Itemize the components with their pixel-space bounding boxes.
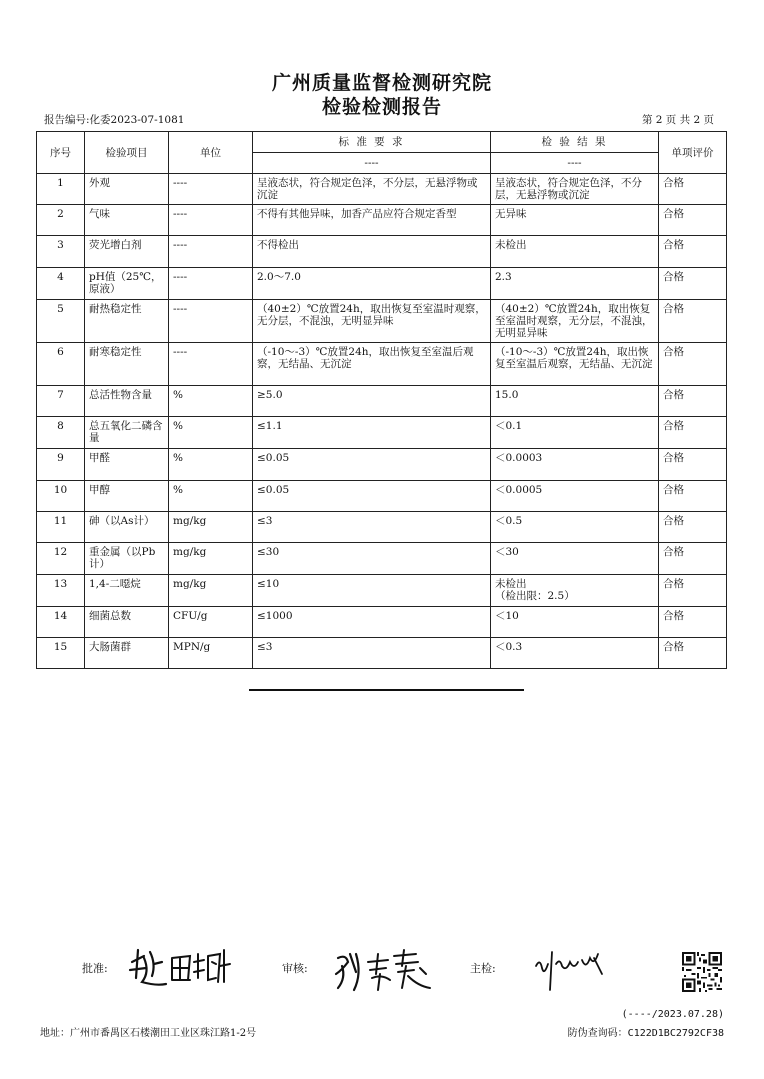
table-row <box>37 386 727 417</box>
row-unit: % <box>169 417 253 449</box>
row-result: 2.3 <box>491 268 659 300</box>
row-standard: 2.0～7.0 <box>253 268 491 300</box>
row-item: 荧光增白剂 <box>85 236 169 268</box>
review-label: 审核: <box>282 962 308 975</box>
row-standard: 不得检出 <box>253 236 491 268</box>
address: 地址：广州市番禺区石楼潮田工业区珠江路1-2号 <box>40 1028 257 1039</box>
row-unit: mg/kg <box>169 575 253 607</box>
row-number: 11 <box>37 512 85 543</box>
row-result: 未检出 （检出限：2.5） <box>491 575 659 607</box>
anti-fake-code: 防伪查询码：C122D1BC2792CF38 <box>567 1028 724 1039</box>
reviewer-signature <box>332 944 436 994</box>
row-item: 耐热稳定性 <box>85 300 169 343</box>
row-unit: ---- <box>169 174 253 205</box>
row-result: 未检出 <box>491 236 659 268</box>
row-evaluation: 合格 <box>659 300 727 343</box>
row-evaluation: 合格 <box>659 512 727 543</box>
row-item: 耐寒稳定性 <box>85 343 169 386</box>
row-unit: % <box>169 481 253 512</box>
table-row <box>37 543 727 575</box>
results-table <box>36 131 727 669</box>
qr-code <box>682 952 722 992</box>
row-result: ＜30 <box>491 543 659 575</box>
row-number: 13 <box>37 575 85 607</box>
row-item: 总活性物含量 <box>85 386 169 417</box>
row-item: 1,4-二噁烷 <box>85 575 169 607</box>
header-unit: 单位 <box>169 132 253 174</box>
row-standard: （40±2）℃放置24h，取出恢复至室温时观察，无分层，不混浊，无明显异味 <box>253 300 491 343</box>
row-item: 外观 <box>85 174 169 205</box>
row-number: 9 <box>37 449 85 481</box>
row-number: 15 <box>37 638 85 669</box>
row-evaluation: 合格 <box>659 268 727 300</box>
row-unit: % <box>169 386 253 417</box>
row-number: 12 <box>37 543 85 575</box>
row-evaluation: 合格 <box>659 386 727 417</box>
row-number: 4 <box>37 268 85 300</box>
approve-label: 批准: <box>82 962 108 975</box>
row-unit: ---- <box>169 268 253 300</box>
row-item: 大肠菌群 <box>85 638 169 669</box>
row-result: 呈液态状，符合规定色泽，不分层，无悬浮物或沉淀 <box>491 174 659 205</box>
row-standard: ≥5.0 <box>253 386 491 417</box>
row-unit: % <box>169 449 253 481</box>
table-row <box>37 575 727 607</box>
approver-signature <box>126 942 236 990</box>
row-item: pH值（25℃，原液） <box>85 268 169 300</box>
table-body <box>37 174 727 669</box>
row-result: ＜10 <box>491 607 659 638</box>
row-unit: ---- <box>169 300 253 343</box>
row-item: 砷（以As计） <box>85 512 169 543</box>
row-number: 6 <box>37 343 85 386</box>
report-number: 报告编号:化委2023-07-1081 <box>44 114 185 126</box>
org-title: 广州质量监督检测研究院 <box>271 72 492 94</box>
table-row <box>37 449 727 481</box>
row-standard: ≤3 <box>253 638 491 669</box>
row-item: 细菌总数 <box>85 607 169 638</box>
row-evaluation: 合格 <box>659 607 727 638</box>
row-result: （-10～-3）℃放置24h，取出恢复至室温后观察，无结晶、无沉淀 <box>491 343 659 386</box>
row-evaluation: 合格 <box>659 575 727 607</box>
row-result: ＜0.1 <box>491 417 659 449</box>
row-standard: 呈液态状，符合规定色泽，不分层，无悬浮物或沉淀 <box>253 174 491 205</box>
row-result: ＜0.3 <box>491 638 659 669</box>
row-standard: ≤30 <box>253 543 491 575</box>
row-unit: mg/kg <box>169 543 253 575</box>
row-unit: ---- <box>169 343 253 386</box>
table-row <box>37 205 727 236</box>
row-number: 5 <box>37 300 85 343</box>
row-standard: ≤10 <box>253 575 491 607</box>
row-evaluation: 合格 <box>659 449 727 481</box>
table-row <box>37 236 727 268</box>
table-row <box>37 638 727 669</box>
header-result-sub: ---- <box>491 153 659 174</box>
table-row <box>37 481 727 512</box>
row-number: 8 <box>37 417 85 449</box>
row-standard: 不得有其他异味，加香产品应符合规定香型 <box>253 205 491 236</box>
report-date: (----/2023.07.28) <box>621 1009 724 1020</box>
row-evaluation: 合格 <box>659 205 727 236</box>
table-row <box>37 300 727 343</box>
row-unit: ---- <box>169 205 253 236</box>
row-number: 1 <box>37 174 85 205</box>
table-row <box>37 343 727 386</box>
table-row <box>37 607 727 638</box>
header-standard-sub: ---- <box>253 153 491 174</box>
row-unit: mg/kg <box>169 512 253 543</box>
row-result: 无异味 <box>491 205 659 236</box>
row-item: 重金属（以Pb计） <box>85 543 169 575</box>
row-result: ＜0.0003 <box>491 449 659 481</box>
row-item: 气味 <box>85 205 169 236</box>
row-number: 7 <box>37 386 85 417</box>
row-standard: ≤0.05 <box>253 449 491 481</box>
row-result: ＜0.5 <box>491 512 659 543</box>
row-item: 甲醇 <box>85 481 169 512</box>
row-evaluation: 合格 <box>659 343 727 386</box>
row-evaluation: 合格 <box>659 236 727 268</box>
row-result: ＜0.0005 <box>491 481 659 512</box>
row-evaluation: 合格 <box>659 174 727 205</box>
row-evaluation: 合格 <box>659 543 727 575</box>
row-unit: CFU/g <box>169 607 253 638</box>
table-row <box>37 417 727 449</box>
report-title: 检验检测报告 <box>321 96 442 118</box>
row-item: 总五氧化二磷含量 <box>85 417 169 449</box>
row-result: 15.0 <box>491 386 659 417</box>
row-evaluation: 合格 <box>659 417 727 449</box>
page-info: 第 2 页 共 2 页 <box>641 114 714 126</box>
row-number: 14 <box>37 607 85 638</box>
row-evaluation: 合格 <box>659 638 727 669</box>
row-result: （40±2）℃放置24h，取出恢复至室温时观察，无分层，不混浊，无明显异味 <box>491 300 659 343</box>
header-evaluation: 单项评价 <box>659 132 727 174</box>
row-standard: （-10～-3）℃放置24h，取出恢复至室温后观察，无结晶、无沉淀 <box>253 343 491 386</box>
header-result: 检 验 结 果 <box>491 132 659 153</box>
row-standard: ≤1.1 <box>253 417 491 449</box>
row-number: 3 <box>37 236 85 268</box>
row-standard: ≤1000 <box>253 607 491 638</box>
header-no: 序号 <box>37 132 85 174</box>
row-unit: MPN/g <box>169 638 253 669</box>
table-row <box>37 174 727 205</box>
row-unit: ---- <box>169 236 253 268</box>
row-item: 甲醛 <box>85 449 169 481</box>
row-number: 10 <box>37 481 85 512</box>
row-standard: ≤0.05 <box>253 481 491 512</box>
inspector-label: 主检: <box>470 962 496 975</box>
inspector-signature <box>532 944 608 994</box>
header-standard: 标 准 要 求 <box>253 132 491 153</box>
row-evaluation: 合格 <box>659 481 727 512</box>
row-number: 2 <box>37 205 85 236</box>
table-row <box>37 268 727 300</box>
end-of-table-line <box>249 689 524 691</box>
row-standard: ≤3 <box>253 512 491 543</box>
header-item: 检验项目 <box>85 132 169 174</box>
table-row <box>37 512 727 543</box>
